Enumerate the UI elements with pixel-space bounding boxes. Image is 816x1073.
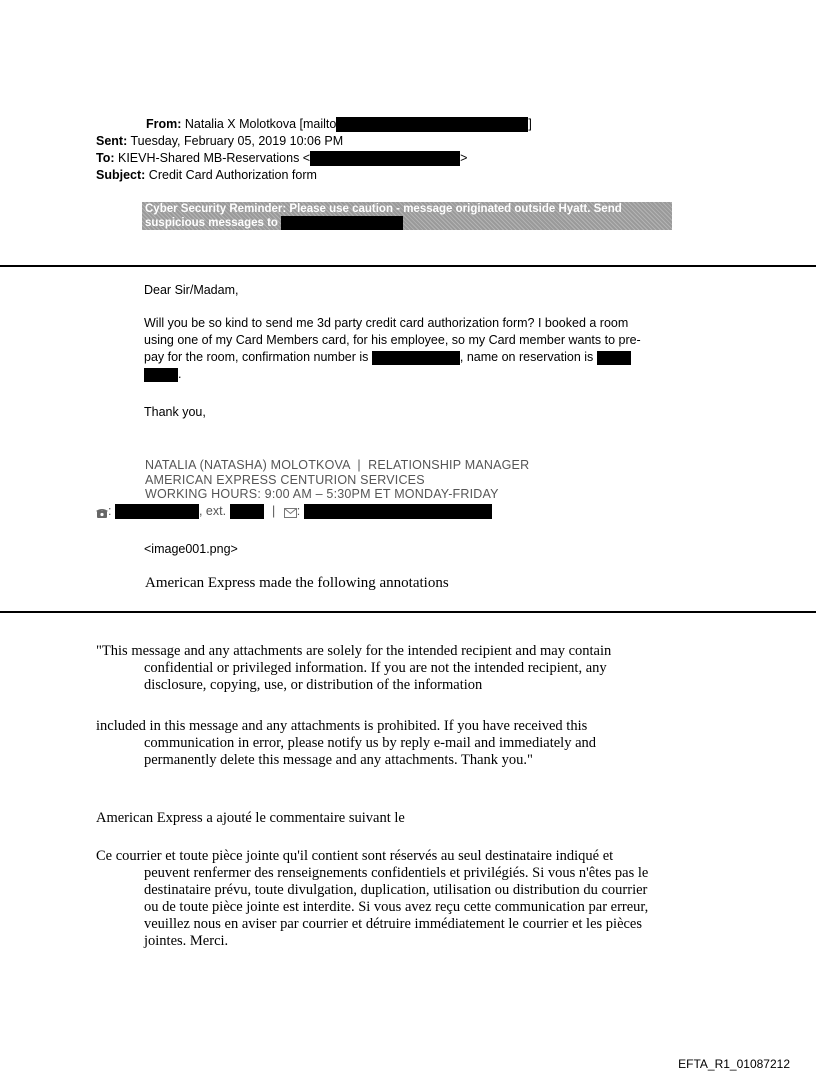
subject-label: Subject: bbox=[96, 168, 146, 182]
to-line bbox=[96, 150, 467, 167]
annotation-intro: American Express made the following annotations bbox=[145, 575, 449, 591]
to-close: > bbox=[460, 151, 468, 165]
from-value: Natalia X Molotkova [mailto bbox=[184, 117, 337, 131]
phone-sep: : bbox=[108, 504, 112, 518]
disclaimer-en-p2-rest: communication in error, please notify us by reply e-mail and immediately and permanently delete this message and any attachments. Thank you." bbox=[144, 735, 597, 768]
disclaimer-en-p2-first: included in this message and any attachments is prohibited. If you have received this bbox=[96, 718, 588, 734]
banner-line-2 bbox=[145, 216, 669, 230]
body-line-2: using one of my Card Members card, for his employee, so my Card member wants to pre- bbox=[144, 333, 641, 347]
sent-value: Tuesday, February 05, 2019 10:06 PM bbox=[130, 134, 344, 148]
redaction-block bbox=[230, 504, 264, 519]
disclaimer-en-p2 bbox=[96, 718, 716, 769]
disclaimer-en-p1 bbox=[96, 643, 716, 694]
telephone-icon bbox=[96, 507, 108, 517]
mail-sep: : bbox=[296, 504, 301, 518]
pipe-separator: | bbox=[272, 504, 276, 518]
redaction-block bbox=[336, 117, 528, 132]
document-id: EFTA_R1_01087212 bbox=[678, 1057, 790, 1071]
message-body bbox=[144, 315, 684, 383]
ext-label: , ext. bbox=[198, 504, 227, 518]
disclaimer-en-p1-first: "This message and any attachments are solely for the intended recipient and may contain bbox=[96, 643, 612, 659]
redaction-block bbox=[281, 216, 403, 230]
from-line bbox=[146, 116, 532, 133]
signature-block bbox=[145, 458, 529, 502]
envelope-icon bbox=[284, 507, 297, 517]
separator-rule bbox=[0, 611, 816, 613]
subject-value: Credit Card Authorization form bbox=[148, 168, 317, 182]
disclaimer-en-p1-rest: confidential or privileged information. If you are not the intended recipient, any disclosure, copying, use, or distribution of the information bbox=[144, 660, 607, 693]
body-line-1: Will you be so kind to send me 3d party credit card authorization form? I booked a room bbox=[144, 316, 629, 330]
disclaimer-fr-intro: American Express a ajouté le commentaire suivant le bbox=[96, 810, 405, 826]
redaction-block bbox=[597, 351, 631, 365]
body-line-3 bbox=[144, 349, 684, 366]
redaction-block bbox=[310, 151, 460, 166]
to-label: To: bbox=[96, 151, 115, 165]
redaction-block bbox=[115, 504, 199, 519]
disclaimer-fr-first: Ce courrier et toute pièce jointe qu'il contient sont réservés au seul destinataire indiqué et bbox=[96, 848, 614, 864]
separator-rule bbox=[0, 265, 816, 267]
signature-line-3: WORKING HOURS: 9:00 AM – 5:30PM ET MONDAY-FRIDAY bbox=[145, 487, 499, 501]
signature-line-1: NATALIA (NATASHA) MOLOTKOVA | RELATIONSHIP MANAGER bbox=[145, 458, 530, 472]
disclaimer-fr-rest: peuvent renfermer des renseignements confidentiels et privilégiés. Si vous n'êtes pas le destinataire prévu, toute divulgation, duplication, utilisation ou distribution du courrier ou de toute pièce jointe est interdite. Si vous avez reçu cette communication par erreur, veuillez nous en aviser par courrier et détruire immédiatement le courrier et les pièces jointes. Merci. bbox=[144, 865, 649, 949]
attachment-name: <image001.png> bbox=[144, 542, 238, 556]
body-line-4 bbox=[144, 366, 684, 383]
to-value: KIEVH-Shared MB-Reservations < bbox=[118, 151, 311, 165]
redaction-block bbox=[144, 368, 178, 382]
contact-line bbox=[96, 504, 492, 519]
disclaimer-fr bbox=[96, 848, 716, 950]
from-label: From: bbox=[146, 117, 182, 131]
greeting: Dear Sir/Madam, bbox=[144, 283, 239, 297]
banner-line-1: Cyber Security Reminder: Please use caution - message originated outside Hyatt. Send bbox=[145, 203, 622, 215]
banner-line-2-text: suspicious messages to bbox=[145, 217, 278, 230]
closing: Thank you, bbox=[144, 405, 206, 419]
security-banner bbox=[142, 202, 672, 230]
sent-line bbox=[96, 133, 343, 150]
subject-line bbox=[96, 167, 317, 184]
redaction-block bbox=[372, 351, 460, 365]
from-close: ] bbox=[528, 117, 532, 131]
signature-line-2: AMERICAN EXPRESS CENTURION SERVICES bbox=[145, 472, 425, 487]
body-line-3a: pay for the room, confirmation number is bbox=[144, 350, 369, 364]
sent-label: Sent: bbox=[96, 134, 128, 148]
body-line-4-text: . bbox=[178, 367, 182, 381]
redaction-block bbox=[304, 504, 492, 519]
body-line-3b: , name on reservation is bbox=[459, 350, 594, 364]
